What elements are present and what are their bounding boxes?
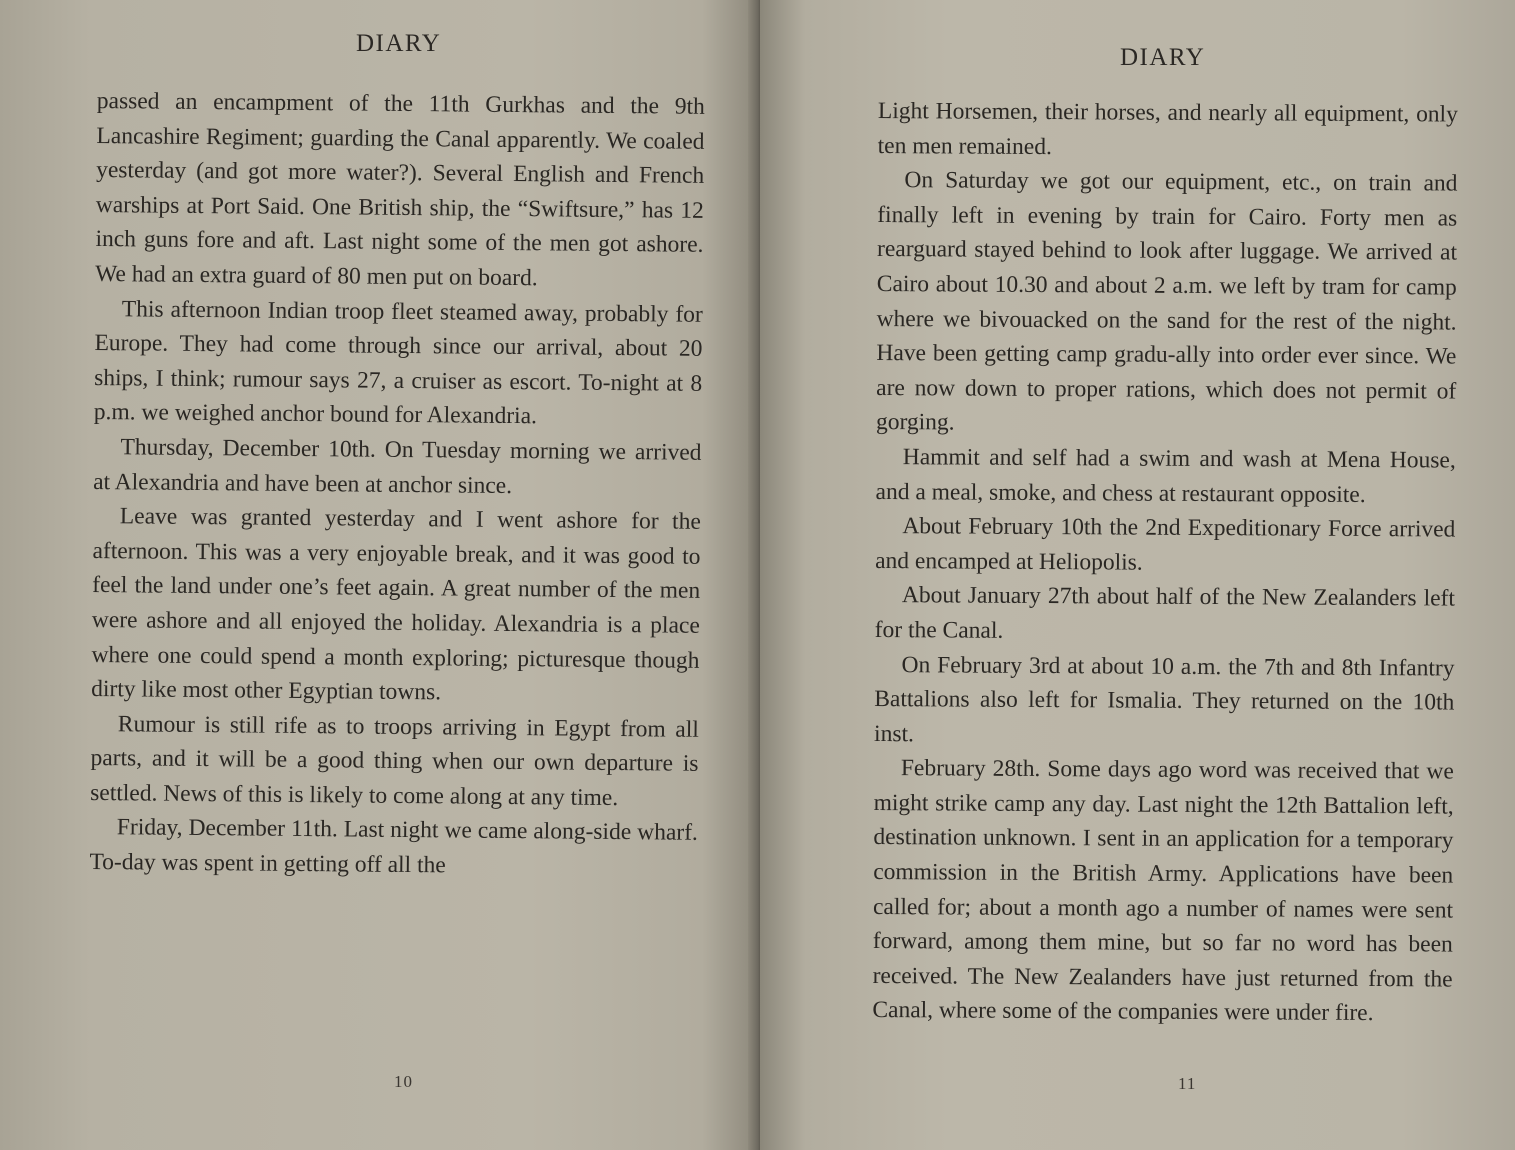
left-paragraph: This afternoon Indian troop fleet steamed away, probably for Europe. They had come through since our arrival, about 20 ships, I think; rumour says 27, a cruiser as escort. To-night at 8 p.m. we weighed anchor bound for Alexandria. — [93, 295, 703, 430]
right-paragraph: On Saturday we got our equipment, etc., on train and finally left in evening by train for Cairo. Forty men as rearguard stayed behind to look after luggage. We arrived at Cairo about 10.30 and about 2 a.m. we left by tram for camp where we bivouacked on the sand for the rest of the night. Have been getting camp gradu-ally into order ever since. We are now down to proper rations, which does not permit of gorging. — [875, 167, 1458, 436]
right-paragraph: February 28th. Some days ago word was received that we might strike camp any day. Last night the 12th Battalion left, destination unknown. I sent in an application for a temporary commission in the British Army. Applications have been called for; about a month ago a number of names were sent forward, among them mine, but so far no word has been received. The New Zealanders have just returned from the Canal, where some of the companies were under fire. — [872, 755, 1454, 1027]
left-paragraph: Friday, December 11th. Last night we came along-side wharf. To-day was spent in getting off all the — [89, 814, 698, 879]
left-page-number: 10 — [394, 1072, 413, 1091]
right-page-number: 11 — [1178, 1074, 1197, 1093]
right-paragraph: Hammit and self had a swim and wash at Mena House, and a meal, smoke, and chess at restaurant opposite. — [875, 444, 1456, 508]
left-running-head: DIARY — [356, 30, 442, 57]
left-paragraph: Leave was granted yesterday and I went ashore for the afternoon. This was a very enjoyable break, and it was good to feel the land under one’s feet again. A great number of the men were ashore and all enjoyed the holiday. Alexandria is a place where one could spend a month exploring; picturesque though dirty like most other Egyptian towns. — [91, 503, 701, 706]
right-paragraph: About January 27th about half of the New Zealanders left for the Canal. — [874, 582, 1456, 644]
left-paragraph: Thursday, December 10th. On Tuesday morning we arrived at Alexandria and have been at anchor since. — [93, 434, 702, 499]
left-paragraph: passed an encampment of the 11th Gurkhas and the 9th Lancashire Regiment; guarding the Canal apparently. We coaled yesterday (and got more water?). Several English and French warships at Port Said. One British ship, the “Swiftsure,” has 12 inch guns fore and aft. Last night some of the men got ashore. We had an extra guard of 80 men put on board. — [95, 87, 705, 292]
right-paragraph: About February 10th the 2nd Expeditionary Force arrived and encamped at Heliopolis. — [875, 513, 1456, 576]
left-paragraph: Rumour is still rife as to troops arriving in Egypt from all parts, and it will be a good thing when our own departure is settled. News of this is likely to come along at any time. — [90, 710, 699, 811]
left-page-text — [89, 84, 705, 885]
right-page-text — [872, 94, 1458, 1032]
right-running-head: DIARY — [1120, 44, 1206, 71]
right-page — [760, 0, 1515, 1150]
right-paragraph: Light Horsemen, their horses, and nearly all equipment, only ten men remained. — [877, 97, 1458, 160]
right-paragraph: On February 3rd at about 10 a.m. the 7th and 8th Infantry Battalions also left for Ismalia. They returned on the 10th inst. — [874, 651, 1455, 747]
left-page — [0, 0, 755, 1150]
